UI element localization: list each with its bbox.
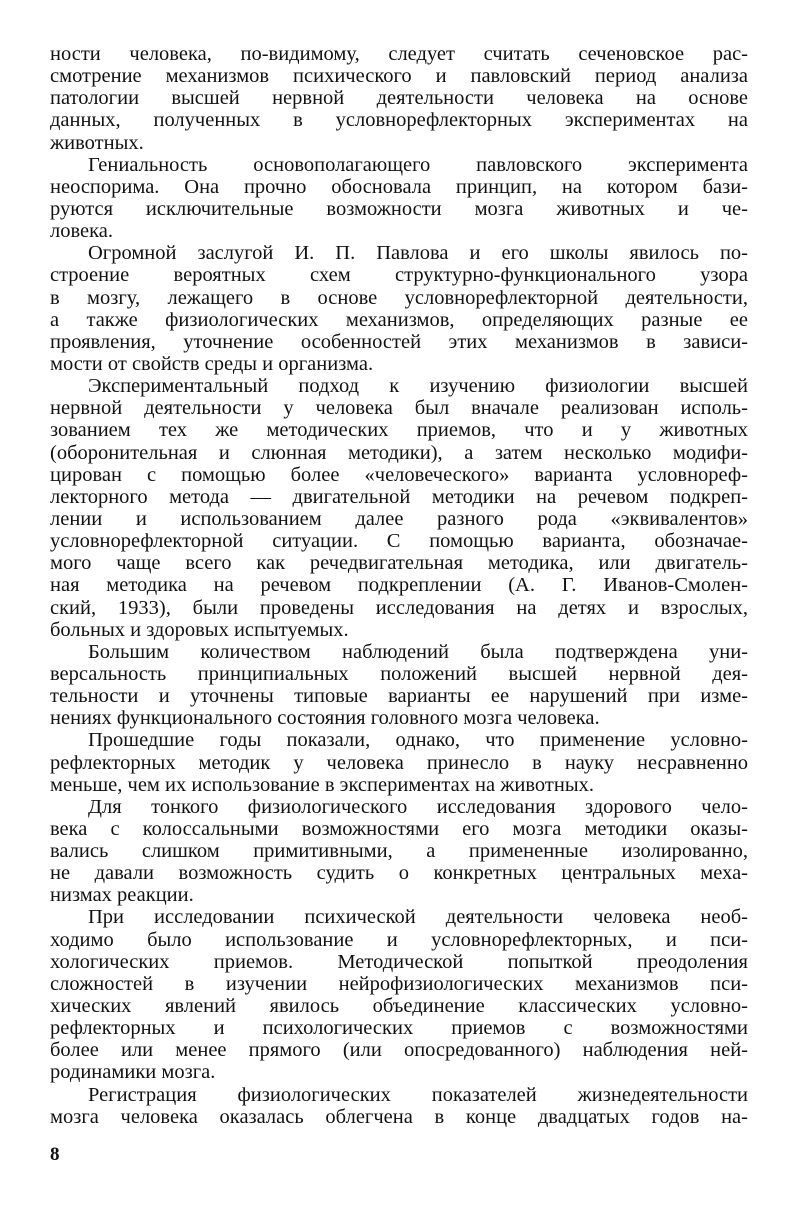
text-line: мости от свойств среды и организма. [50,352,374,375]
text-line: ловека. [50,220,114,243]
text-line: лекторного метода — двигательной методики на речевом подкреп- [50,485,748,508]
text-line: проявления, уточнение особенностей этих механизмов в зависи- [50,330,748,353]
text-line: Большим количеством наблюдений была подтверждена уни- [88,640,748,663]
text-line: ная методика на речевом подкреплении (А. Г. Иванов-Смолен- [50,574,748,597]
text-line: версальность принципиальных положений высшей нервной дея- [50,662,748,685]
text-line: ности человека, по-видимому, следует считать сеченовское рас- [50,43,748,65]
text-line: Прошедшие годы показали, однако, что применение условно- [88,729,748,752]
text-line: Гениальность основополагающего павловского эксперимента [88,153,748,176]
text-line: вались слишком примитивными, а примененные изолированно, [50,840,748,863]
text-line: Огромной заслугой И. П. Павлова и его школы явилось по- [88,242,748,265]
paragraph [50,906,748,1083]
text-line: тельности и уточнены типовые варианты ее нарушений при изме- [50,685,748,708]
text-line: мого чаще всего как речедвигательная методика, или двигатель- [50,552,748,575]
paragraph [50,43,748,154]
text-line: При исследовании психической деятельности человека необ- [88,906,748,929]
paragraph [50,375,748,641]
text-line: строение вероятных схем структурно-функционального узора [50,264,748,287]
text-line: Регистрация физиологических показателей жизнедеятельности [88,1083,748,1106]
paragraph [50,796,748,907]
text-line: хологических приемов. Методической попыткой преодоления [50,950,748,973]
text-line: животных. [50,131,144,154]
text-line: смотрение механизмов психического и павловский период анализа [50,65,748,88]
text-line: патологии высшей нервной деятельности человека на основе [50,87,748,110]
paragraph [50,1084,748,1128]
text-line: рефлекторных методик у человека принесло в науку несравненно [50,751,748,774]
text-line: руются исключительные возможности мозга животных и че- [50,197,748,220]
page-number: 8 [50,1144,60,1165]
text-line: цирован с помощью более «человеческого» варианта условнореф- [50,463,748,486]
page-body-text [50,43,748,1128]
text-line: данных, полученных в условнорефлекторных экспериментах на [50,109,748,132]
paragraph [50,729,748,795]
text-line: неоспорима. Она прочно обосновала принцип, на котором бази- [50,175,748,198]
text-line: (оборонительная и слюнная методики), а затем несколько модифи- [50,441,748,464]
text-line: в мозгу, лежащего в основе условнорефлекторной деятельности, [50,286,748,309]
text-line: зованием тех же методических приемов, что и у животных [50,419,748,442]
paragraph [50,242,748,375]
paragraph [50,154,748,243]
text-line: Для тонкого физиологического исследования здорового чело- [88,795,748,818]
text-line: века с колоссальными возможностями его мозга методики оказы- [50,817,748,840]
text-line: сложностей в изучении нейрофизиологических механизмов пси- [50,972,748,995]
text-line: низмах реакции. [50,884,194,907]
text-line: хических явлений явилось объединение классических условно- [50,995,748,1018]
paragraph [50,641,748,730]
text-line: родинамики мозга. [50,1061,216,1084]
text-line: ходимо было использование и условнорефлекторных, и пси- [50,928,748,951]
text-line: рефлекторных и психологических приемов с возможностями [50,1017,748,1040]
text-line: Экспериментальный подход к изучению физиологии высшей [88,375,748,398]
text-line: не давали возможность судить о конкретных центральных меха- [50,862,748,885]
text-line: лении и использованием далее разного рода «эквивалентов» [50,507,748,530]
text-line: меньше, чем их использование в экспериментах на животных. [50,773,594,796]
text-line: условнорефлекторной ситуации. С помощью варианта, обозначае- [50,530,748,553]
text-line: мозга человека оказалась облегчена в конце двадцатых годов на- [50,1105,748,1128]
text-line: а также физиологических механизмов, определяющих разные ее [50,308,748,331]
text-line: нервной деятельности у человека был вначале реализован исполь- [50,397,748,420]
text-line: нениях функционального состояния головного мозга человека. [50,707,600,730]
text-line: более или менее прямого (или опосредованного) наблюдения ней- [50,1039,748,1062]
text-line: ский, 1933), были проведены исследования на детях и взрослых, [50,596,748,619]
text-line: больных и здоровых испытуемых. [50,618,349,641]
